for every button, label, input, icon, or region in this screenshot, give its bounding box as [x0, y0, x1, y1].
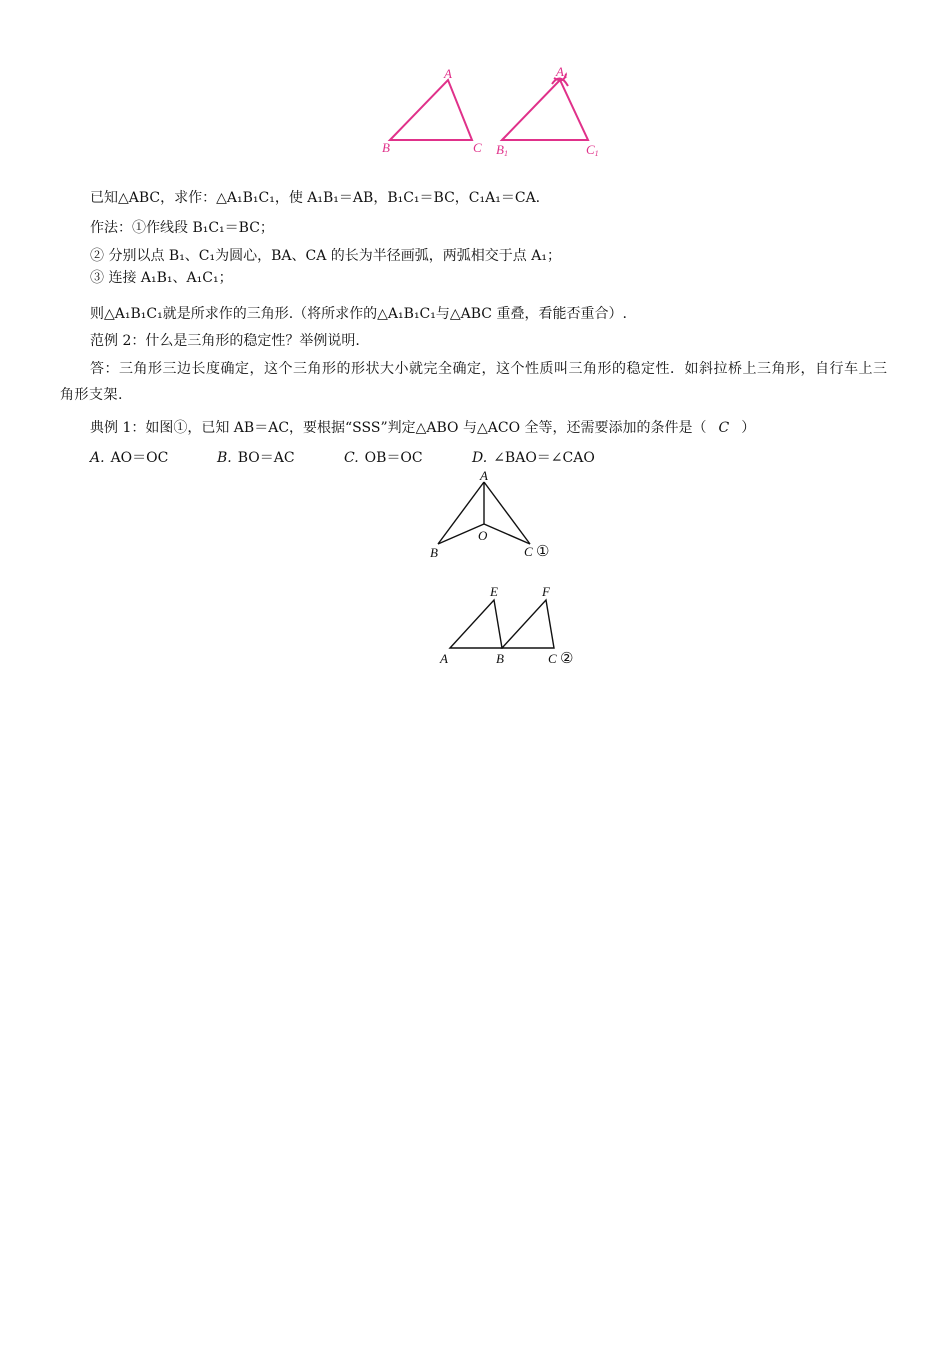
example-2-question: 范例 2：什么是三角形的稳定性？举例说明.	[90, 333, 360, 349]
label-a1: A1	[556, 64, 568, 80]
label-b: B	[496, 651, 504, 666]
label-a: A	[444, 66, 452, 81]
label-f: F	[542, 584, 550, 599]
question-close: ）	[741, 420, 756, 436]
example-1-question	[90, 418, 755, 438]
option-a: A. AO＝OC	[90, 450, 169, 466]
given-line: 已知△ABC，求作：△A₁B₁C₁，使 A₁B₁＝AB，B₁C₁＝BC，C₁A₁＝CA.	[90, 190, 541, 206]
label-e: E	[490, 584, 498, 599]
question-text: 典例 1：如图①，已知 AB＝AC，要根据“SSS”判定△ABO 与△ACO 全等，还需要添加的条件是（	[90, 420, 707, 436]
figure-1	[424, 468, 564, 564]
figure-tag: ②	[560, 651, 574, 667]
label-b: B	[382, 140, 390, 155]
triangle-a1b1c1	[502, 80, 588, 140]
label-o: O	[478, 528, 488, 543]
answer-choice: C	[718, 420, 730, 436]
option-b: B. BO＝AC	[217, 450, 295, 466]
example-2-answer: 答：三角形三边长度确定，这个三角形的形状大小就完全确定，这个性质叫三角形的稳定性．如斜拉桥上三角形，自行车上三角形支架.	[60, 361, 888, 403]
label-a: A	[480, 468, 488, 483]
label-b1: B1	[496, 142, 508, 158]
option-d: D. ∠BAO＝∠CAO	[472, 450, 595, 466]
label-c: C	[548, 651, 557, 666]
triangle-abc	[390, 80, 472, 140]
label-b: B	[430, 545, 438, 560]
method-step-3: ③ 连接 A₁B₁、A₁C₁；	[90, 270, 233, 286]
method-step-1: 作法：①作线段 B₁C₁＝BC；	[90, 220, 274, 236]
label-c: C	[524, 544, 533, 559]
option-c: C. OB＝OC	[344, 450, 423, 466]
label-a: A	[440, 651, 448, 666]
label-c: C	[473, 140, 482, 155]
label-c1: C1	[586, 142, 599, 158]
construction-figure	[380, 62, 620, 162]
figure-2	[436, 580, 616, 668]
figure-tag: ①	[536, 544, 550, 560]
method-step-2: ② 分别以点 B₁、C₁为圆心，BA、CA 的长为半径画弧，两弧相交于点 A₁；	[90, 248, 561, 264]
conclusion-line: 则△A₁B₁C₁就是所求作的三角形.（将所求作的△A₁B₁C₁与△ABC 重叠，看能否重合）.	[90, 306, 627, 322]
